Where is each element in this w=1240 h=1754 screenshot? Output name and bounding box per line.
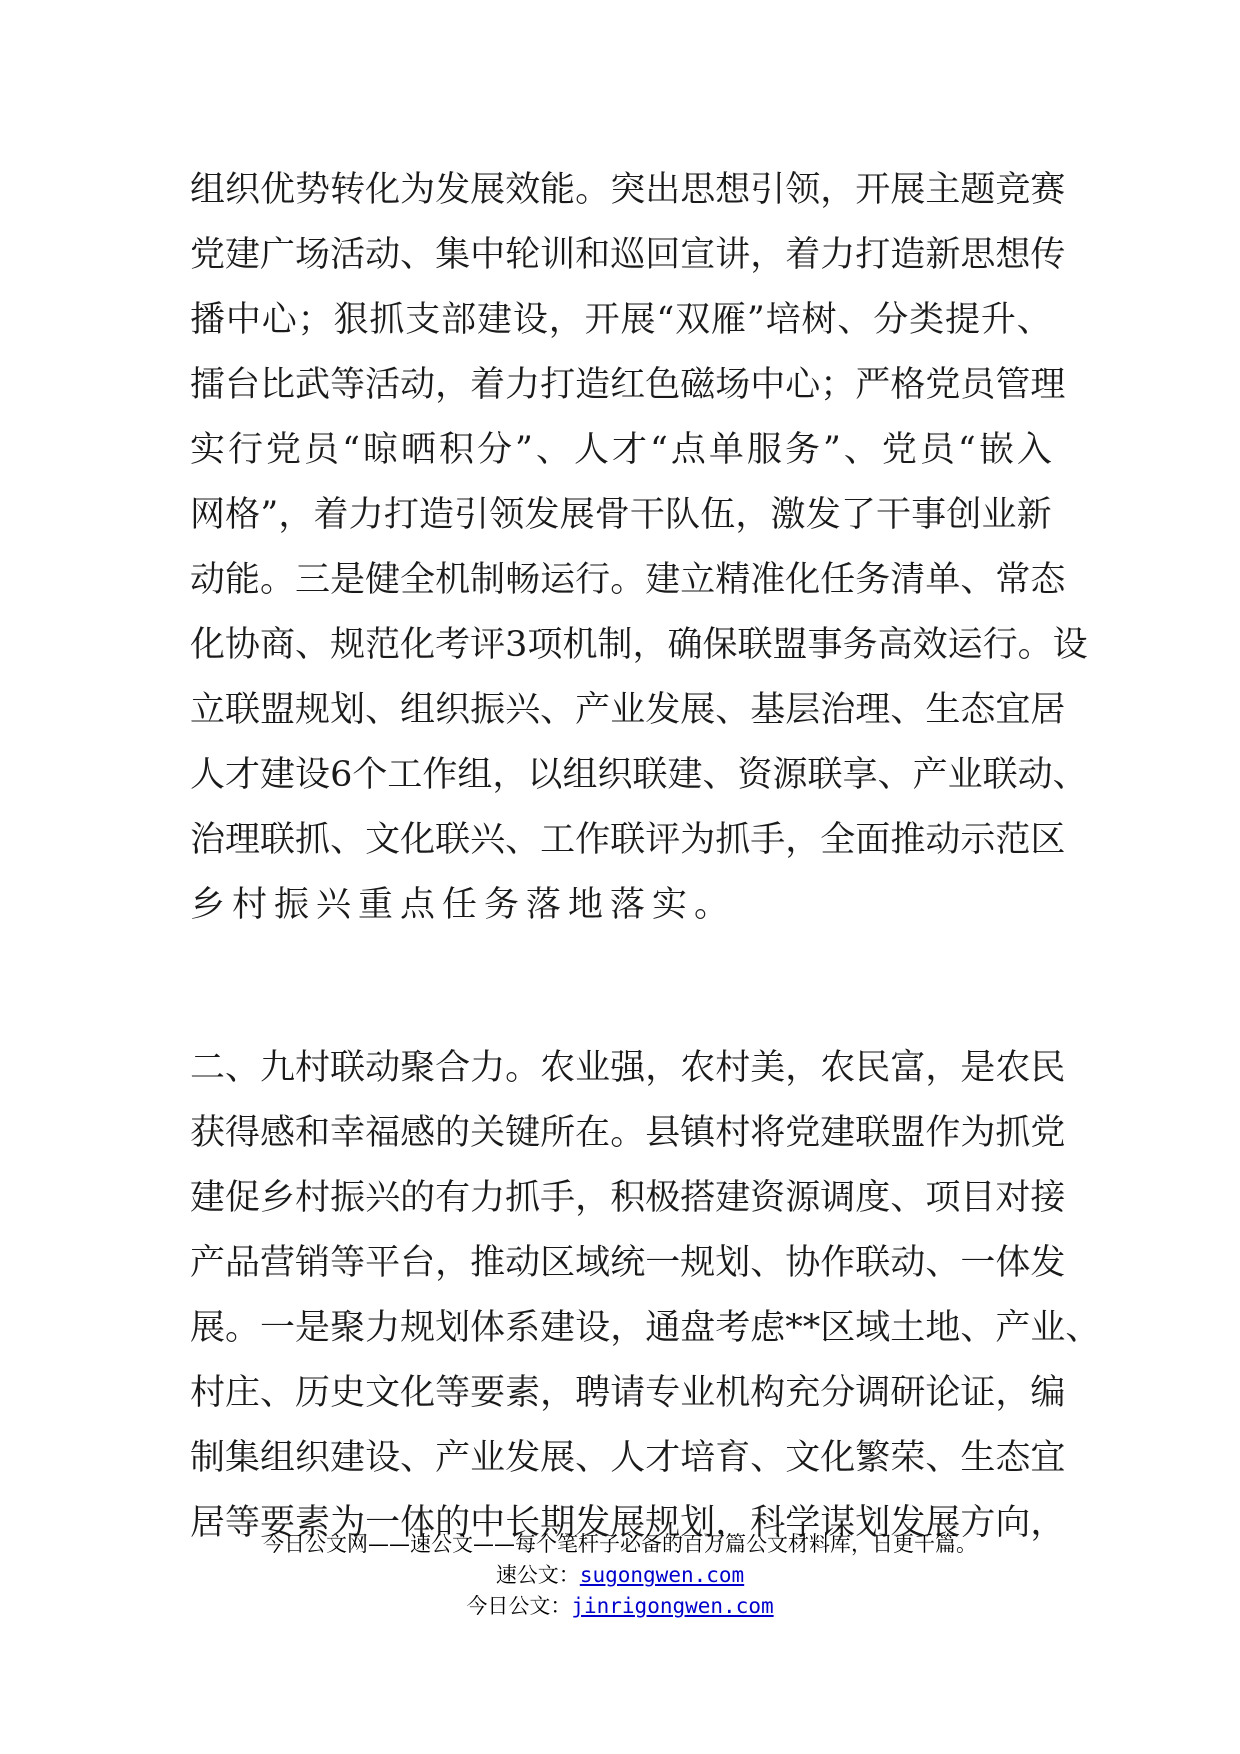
text-line: 擂 台 比 武 等 活 动 ， 着 力 打 造 红 色 磁 场 中 心 ； 严 格 党 员 管 理 (190, 365, 1066, 405)
text-line: 实 行 党 员 “ 晾 晒 积 分 ” 、 人 才 “ 点 单 服 务 ” 、 党 员 “ 嵌 入 (190, 430, 1052, 470)
text-line: 立 联 盟 规 划 、 组 织 振 兴 、 产 业 发 展 、 基 层 治 理 、 生 态 宜 居 (190, 690, 1066, 730)
sugongwen-link[interactable]: sugongwen.com (579, 1563, 745, 1587)
text-line: 获 得 感 和 幸 福 感 的 关 键 所 在 。 县 镇 村 将 党 建 联 盟 作 为 抓 党 (190, 1113, 1066, 1153)
text-line: 乡村振兴重点任务落地落实。 (190, 885, 737, 925)
text-line: 二 、 九 村 联 动 聚 合 力 。 农 业 强 ， 农 村 美 ， 农 民 富 ， 是 农 民 (190, 1048, 1066, 1088)
text-line: 治 理 联 抓 、 文 化 联 兴 、 工 作 联 评 为 抓 手 ， 全 面 推 动 示 范 区 (190, 820, 1066, 860)
jinri-link[interactable]: jinrigongwen.com (571, 1594, 774, 1618)
text-line: 播 中 心 ； 狠 抓 支 部 建 设 ， 开 展 “ 双 雁 ” 培 树 、 分 类 提 升 、 (190, 300, 1052, 340)
jinri-label: 今日公文： (466, 1594, 572, 1618)
text-line: 建 促 乡 村 振 兴 的 有 力 抓 手 ， 积 极 搭 建 资 源 调 度 、 项 目 对 接 (190, 1178, 1066, 1218)
text-line: 组 织 优 势 转 化 为 发 展 效 能 。 突 出 思 想 引 领 ， 开 展 主 题 竞 赛 (190, 170, 1066, 210)
text-line: 居 等 要 素 为 一 体 的 中 长 期 发 展 规 划 ， 科 学 谋 划 发 展 方 向 ， (190, 1503, 1066, 1543)
text-line: 村 庄 、 历 史 文 化 等 要 素 ， 聘 请 专 业 机 构 充 分 调 研 论 证 ， 编 (190, 1373, 1066, 1413)
text-line: 化 协 商 、 规 范 化 考 评 3 项 机 制 ， 确 保 联 盟 事 务 高 效 运 行 。 设 (190, 625, 1088, 665)
text-line: 产 品 营 销 等 平 台 ， 推 动 区 域 统 一 规 划 、 协 作 联 动 、 一 体 发 (190, 1243, 1066, 1283)
body-text (190, 158, 1101, 1556)
text-line: 展 。 一 是 聚 力 规 划 体 系 建 设 ， 通 盘 考 虑 * * 区 域 土 地 、 产 业 、 (190, 1308, 1101, 1348)
text-line: 制 集 组 织 建 设 、 产 业 发 展 、 人 才 培 育 、 文 化 繁 荣 、 生 态 宜 (190, 1438, 1066, 1478)
text-line: 网 格 ” ， 着 力 打 造 引 领 发 展 骨 干 队 伍 ， 激 发 了 干 事 创 业 新 (190, 495, 1052, 535)
text-line: 动 能 。 三 是 健 全 机 制 畅 运 行 。 建 立 精 准 化 任 务 清 单 、 常 态 (190, 560, 1066, 600)
footer (0, 1529, 1240, 1622)
text-line: 党 建 广 场 活 动 、 集 中 轮 训 和 巡 回 宣 讲 ， 着 力 打 造 新 思 想 传 (190, 235, 1066, 275)
paragraph-gap (190, 938, 1052, 1036)
footer-slogan: 今日公文网——速公文——每个笔杆子必备的百万篇公文材料库，日更千篇。 (263, 1532, 977, 1556)
sugongwen-label: 速公文： (495, 1563, 580, 1587)
text-line: 人 才 建 设 6 个 工 作 组 ， 以 组 织 联 建 、 资 源 联 享 、 产 业 联 动 、 (190, 755, 1088, 795)
paragraph-2 (190, 1036, 1101, 1556)
footer-sugongwen (0, 1560, 1240, 1591)
paragraph-1 (190, 158, 1088, 938)
footer-jinri (0, 1591, 1240, 1622)
